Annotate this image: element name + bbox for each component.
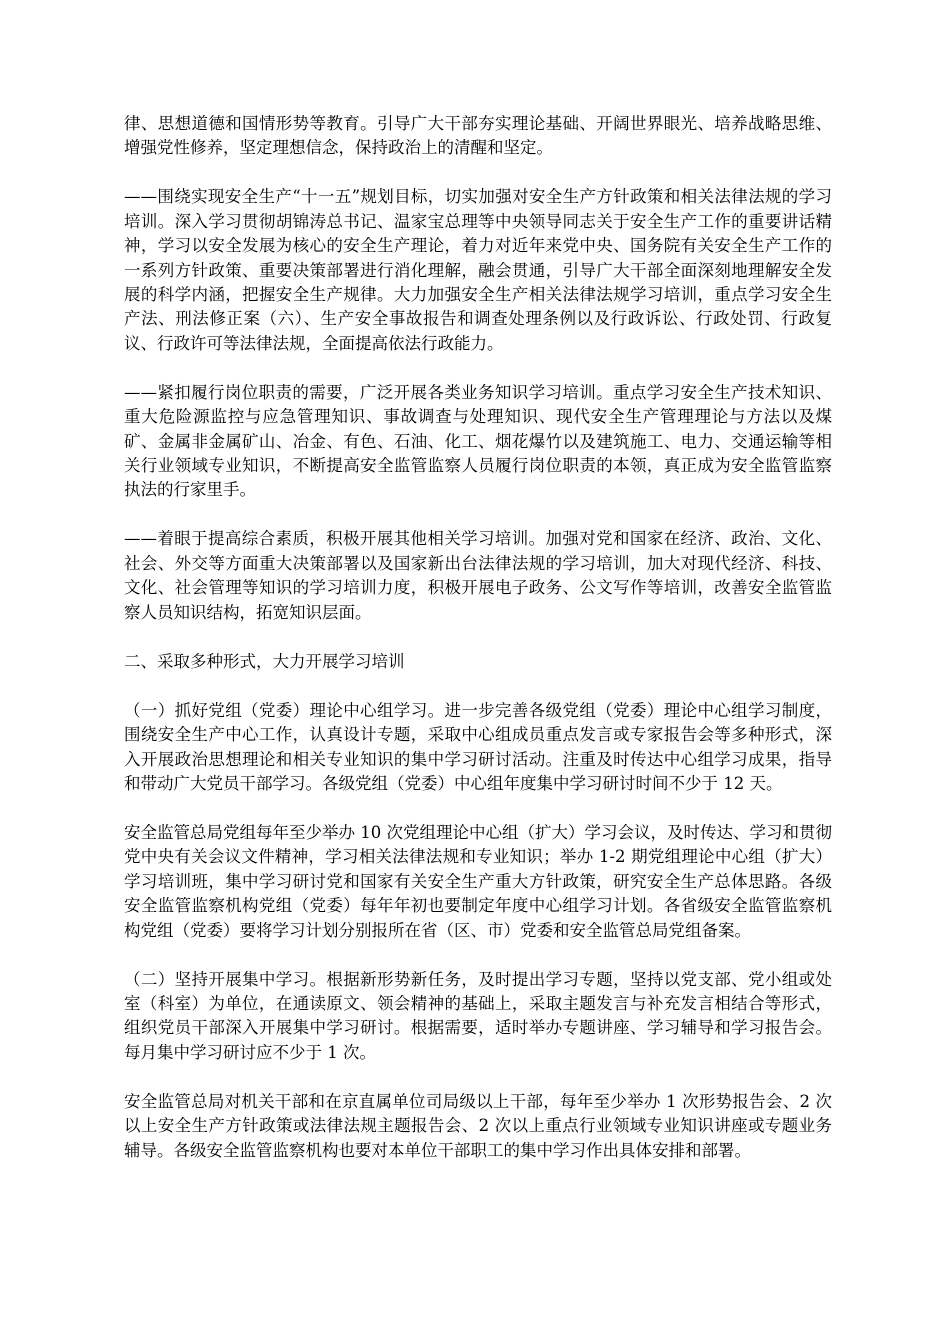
paragraph-3: ——紧扣履行岗位职责的需要，广泛开展各类业务知识学习培训。重点学习安全生产技术知识、重大危险源监控与应急管理知识、事故调查与处理知识、现代安全生产管理理论与方法以及煤矿、金属非金属矿山、冶金、有色、石油、化工、烟花爆竹以及建筑施工、电力、交通运输等相关行业领域专业知识，不断提高安全监管监察人员履行岗位职责的本领，真正成为安全监管监察执法的行家里手。	[124, 382, 832, 500]
paragraph-4: ——着眼于提高综合素质，积极开展其他相关学习培训。加强对党和国家在经济、政治、文化、社会、外交等方面重大决策部署以及国家新出台法律法规的学习培训，加大对现代经济、科技、文化、社会管理等知识的学习培训力度，积极开展电子政务、公文写作等培训，改善安全监管监察人员知识结构，拓宽知识层面。	[124, 529, 832, 622]
paragraph-1: 律、思想道德和国情形势等教育。引导广大干部夯实理论基础、开阔世界眼光、培养战略思维、增强党性修养，坚定理想信念，保持政治上的清醒和坚定。	[124, 114, 832, 158]
paragraph-8: 安全监管总局对机关干部和在京直属单位司局级以上干部，每年至少举办 1 次形势报告会、2 次以上安全生产方针政策或法律法规主题报告会、2 次以上重点行业领域专业知识讲座或专题业务辅导。各级安全监管监察机构也要对本单位干部职工的集中学习作出具体安排和部署。	[124, 1091, 832, 1160]
paragraph-6: 安全监管总局党组每年至少举办 10 次党组理论中心组（扩大）学习会议，及时传达、学习和贯彻党中央有关会议文件精神，学习相关法律法规和专业知识；举办 1-2 期党组理论中心组（扩大）学习培训班，集中学习研讨党和国家有关安全生产重大方针政策，研究安全生产总体思路。各级安全监管监察机构党组（党委）每年年初也要制定年度中心组学习计划。各省级安全监管监察机构党组（党委）要将学习计划分别报所在省（区、市）党委和安全监管总局党组备案。	[124, 822, 832, 940]
paragraph-7: （二）坚持开展集中学习。根据新形势新任务，及时提出学习专题，坚持以党支部、党小组或处室（科室）为单位，在通读原文、领会精神的基础上，采取主题发言与补充发言相结合等形式，组织党员干部深入开展集中学习研讨。根据需要，适时举办专题讲座、学习辅导和学习报告会。每月集中学习研讨应不少于 1 次。	[124, 969, 832, 1062]
paragraph-2: ——围绕实现安全生产“十一五”规划目标，切实加强对安全生产方针政策和相关法律法规的学习培训。深入学习贯彻胡锦涛总书记、温家宝总理等中央领导同志关于安全生产工作的重要讲话精神，学习以安全发展为核心的安全生产理论，着力对近年来党中央、国务院有关安全生产工作的一系列方针政策、重要决策部署进行消化理解，融会贯通，引导广大干部全面深刻地理解安全发展的科学内涵，把握安全生产规律。大力加强安全生产相关法律法规学习培训，重点学习安全生产法、刑法修正案（六）、生产安全事故报告和调查处理条例以及行政诉讼、行政处罚、行政复议、行政许可等法律法规，全面提高依法行政能力。	[124, 187, 832, 353]
document-body	[124, 112, 832, 1188]
paragraph-5: （一）抓好党组（党委）理论中心组学习。进一步完善各级党组（党委）理论中心组学习制度，围绕安全生产中心工作，认真设计专题，采取中心组成员重点发言或专家报告会等多种形式，深入开展政治思想理论和相关专业知识的集中学习研讨活动。注重及时传达中心组学习成果，指导和带动广大党员干部学习。各级党组（党委）中心组年度集中学习研讨时间不少于 12 天。	[124, 700, 832, 793]
section-heading: 二、采取多种形式，大力开展学习培训	[124, 651, 405, 671]
